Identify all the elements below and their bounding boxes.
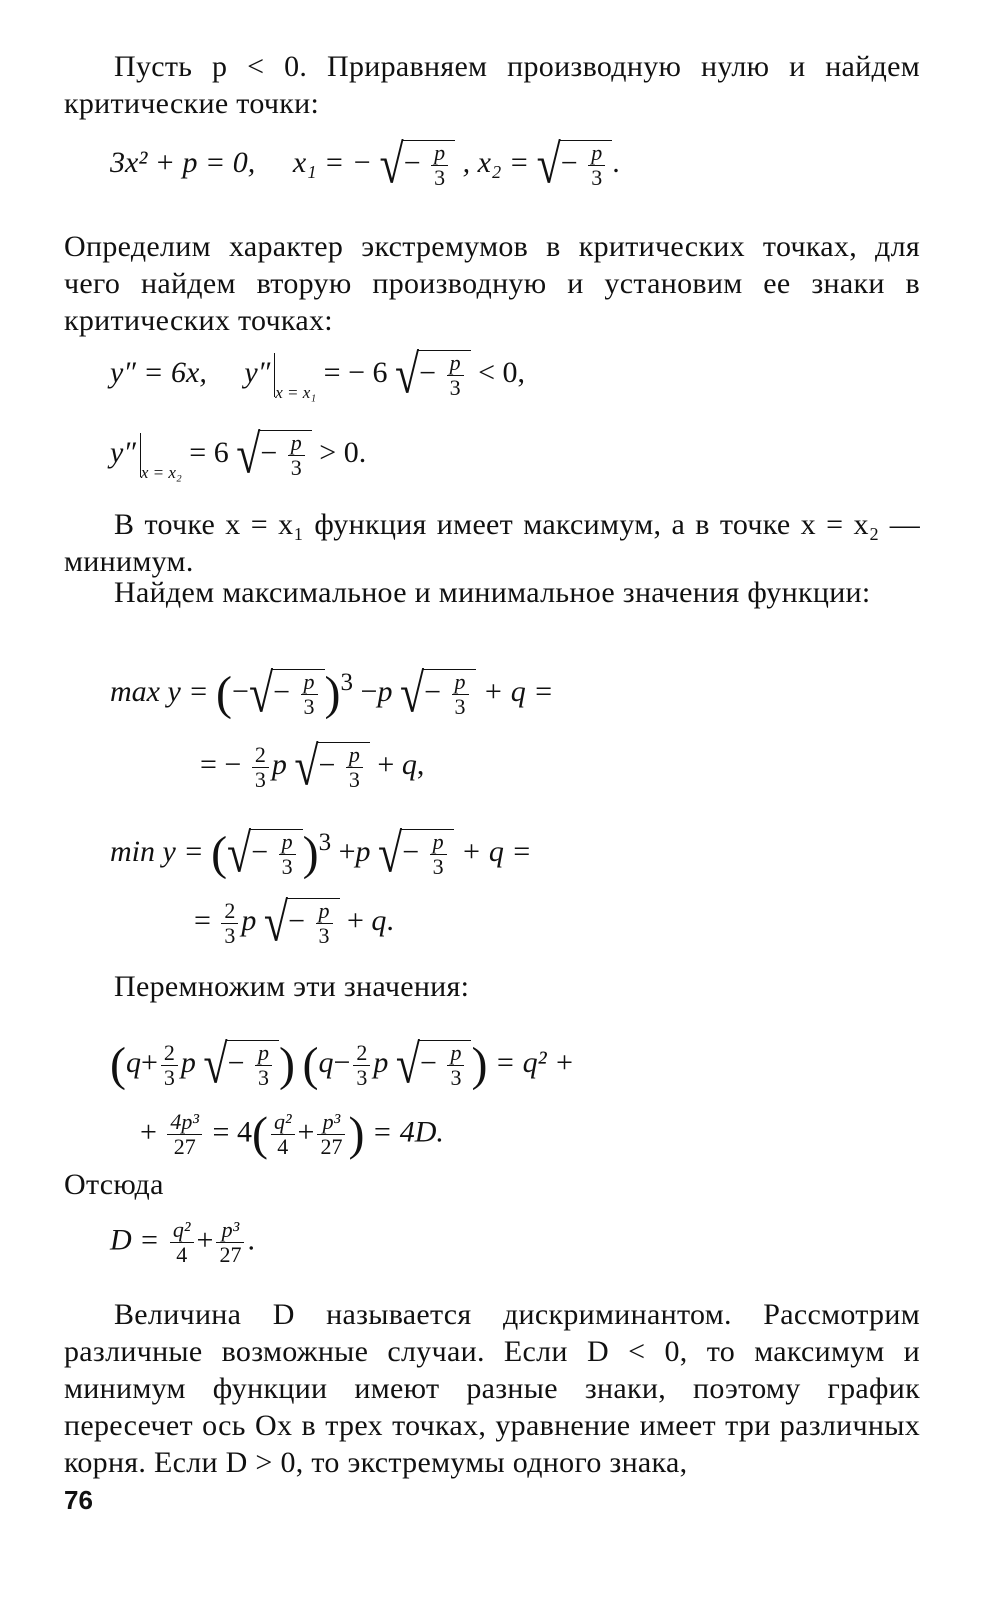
paragraph-max-min: В точке x = x₁ функция имеет максимум, а в точке x = x₂ — минимум.: [64, 508, 920, 578]
paragraph-discriminant-cases: Величина D называется дискриминантом. Рассмотрим различные возможные случаи. Если D < 0, то максимум и минимум функции имеют разные знаки, поэтому график пересечет ось Ox в трех точках, уравнение имеет три различных корня. Если D > 0, то экстремумы одного знака,: [64, 1298, 920, 1479]
equation-second-derivative-x1: y″ = 6x, $y''_{x = x_1}$ = − 6 √− $\frac{p}{3}$ < 0,: [110, 343, 526, 405]
equation-min-y: min y = (√− $\frac{p}{3}$ )$^3$ +p √− $\frac{p}{3}$ + q =: [110, 822, 532, 885]
paragraph-extremum-character: Определим характер экстремумов в критических точках, для чего найдем вторую производную и установим ее знаки в критических точках:: [64, 230, 920, 337]
equation-max-y: max y = (−√− $\frac{p}{3}$ )$^3$ −p √− $\frac{p}{3}$ + q =: [110, 662, 554, 725]
paragraph-multiply: Перемножим эти значения:: [114, 970, 470, 1003]
equation-product: (q+ $\frac{2}{3}$ p √− $\frac{p}{3}$ ) (q− $\frac{2}{3}$ p √− $\frac{p}{3}$ ) = q² +: [110, 1033, 575, 1095]
equation-max-y-simplified: = − $\frac{2}{3}$ p √− $\frac{p}{3}$ + q,: [200, 735, 425, 797]
paragraph-find-values: Найдем максимальное и минимальное значения функции:: [114, 576, 871, 609]
equation-min-y-simplified: = $\frac{2}{3}$ p √− $\frac{p}{3}$ + q.: [194, 891, 394, 953]
equation-second-derivative-x2: $y''_{x = x_2} = 6$ √− $\frac{p}{3}$ > 0.: [110, 423, 367, 485]
paragraph-intro: Пусть p < 0. Приравняем производную нулю и найдем критические точки:: [64, 50, 920, 120]
page-number: 76: [64, 1485, 93, 1515]
paragraph-hence: Отсюда: [64, 1168, 164, 1201]
equation-critical-points: 3x² + p = 0, x₁ = − √− $\frac{p}{3}$ , x₂ = √− $\frac{p}{3}$ .: [110, 133, 620, 195]
equation-product-continued: + $\frac{\text{4p³}}{27}$ = 4( $\frac{\text{q²}}{4}$ + $\frac{\text{p³}}{27}$ ) = 4D.: [140, 1107, 444, 1161]
equation-discriminant: D = $\frac{\text{q²}}{4}$ + $\frac{\text{p³}}{27}$ .: [110, 1217, 255, 1267]
